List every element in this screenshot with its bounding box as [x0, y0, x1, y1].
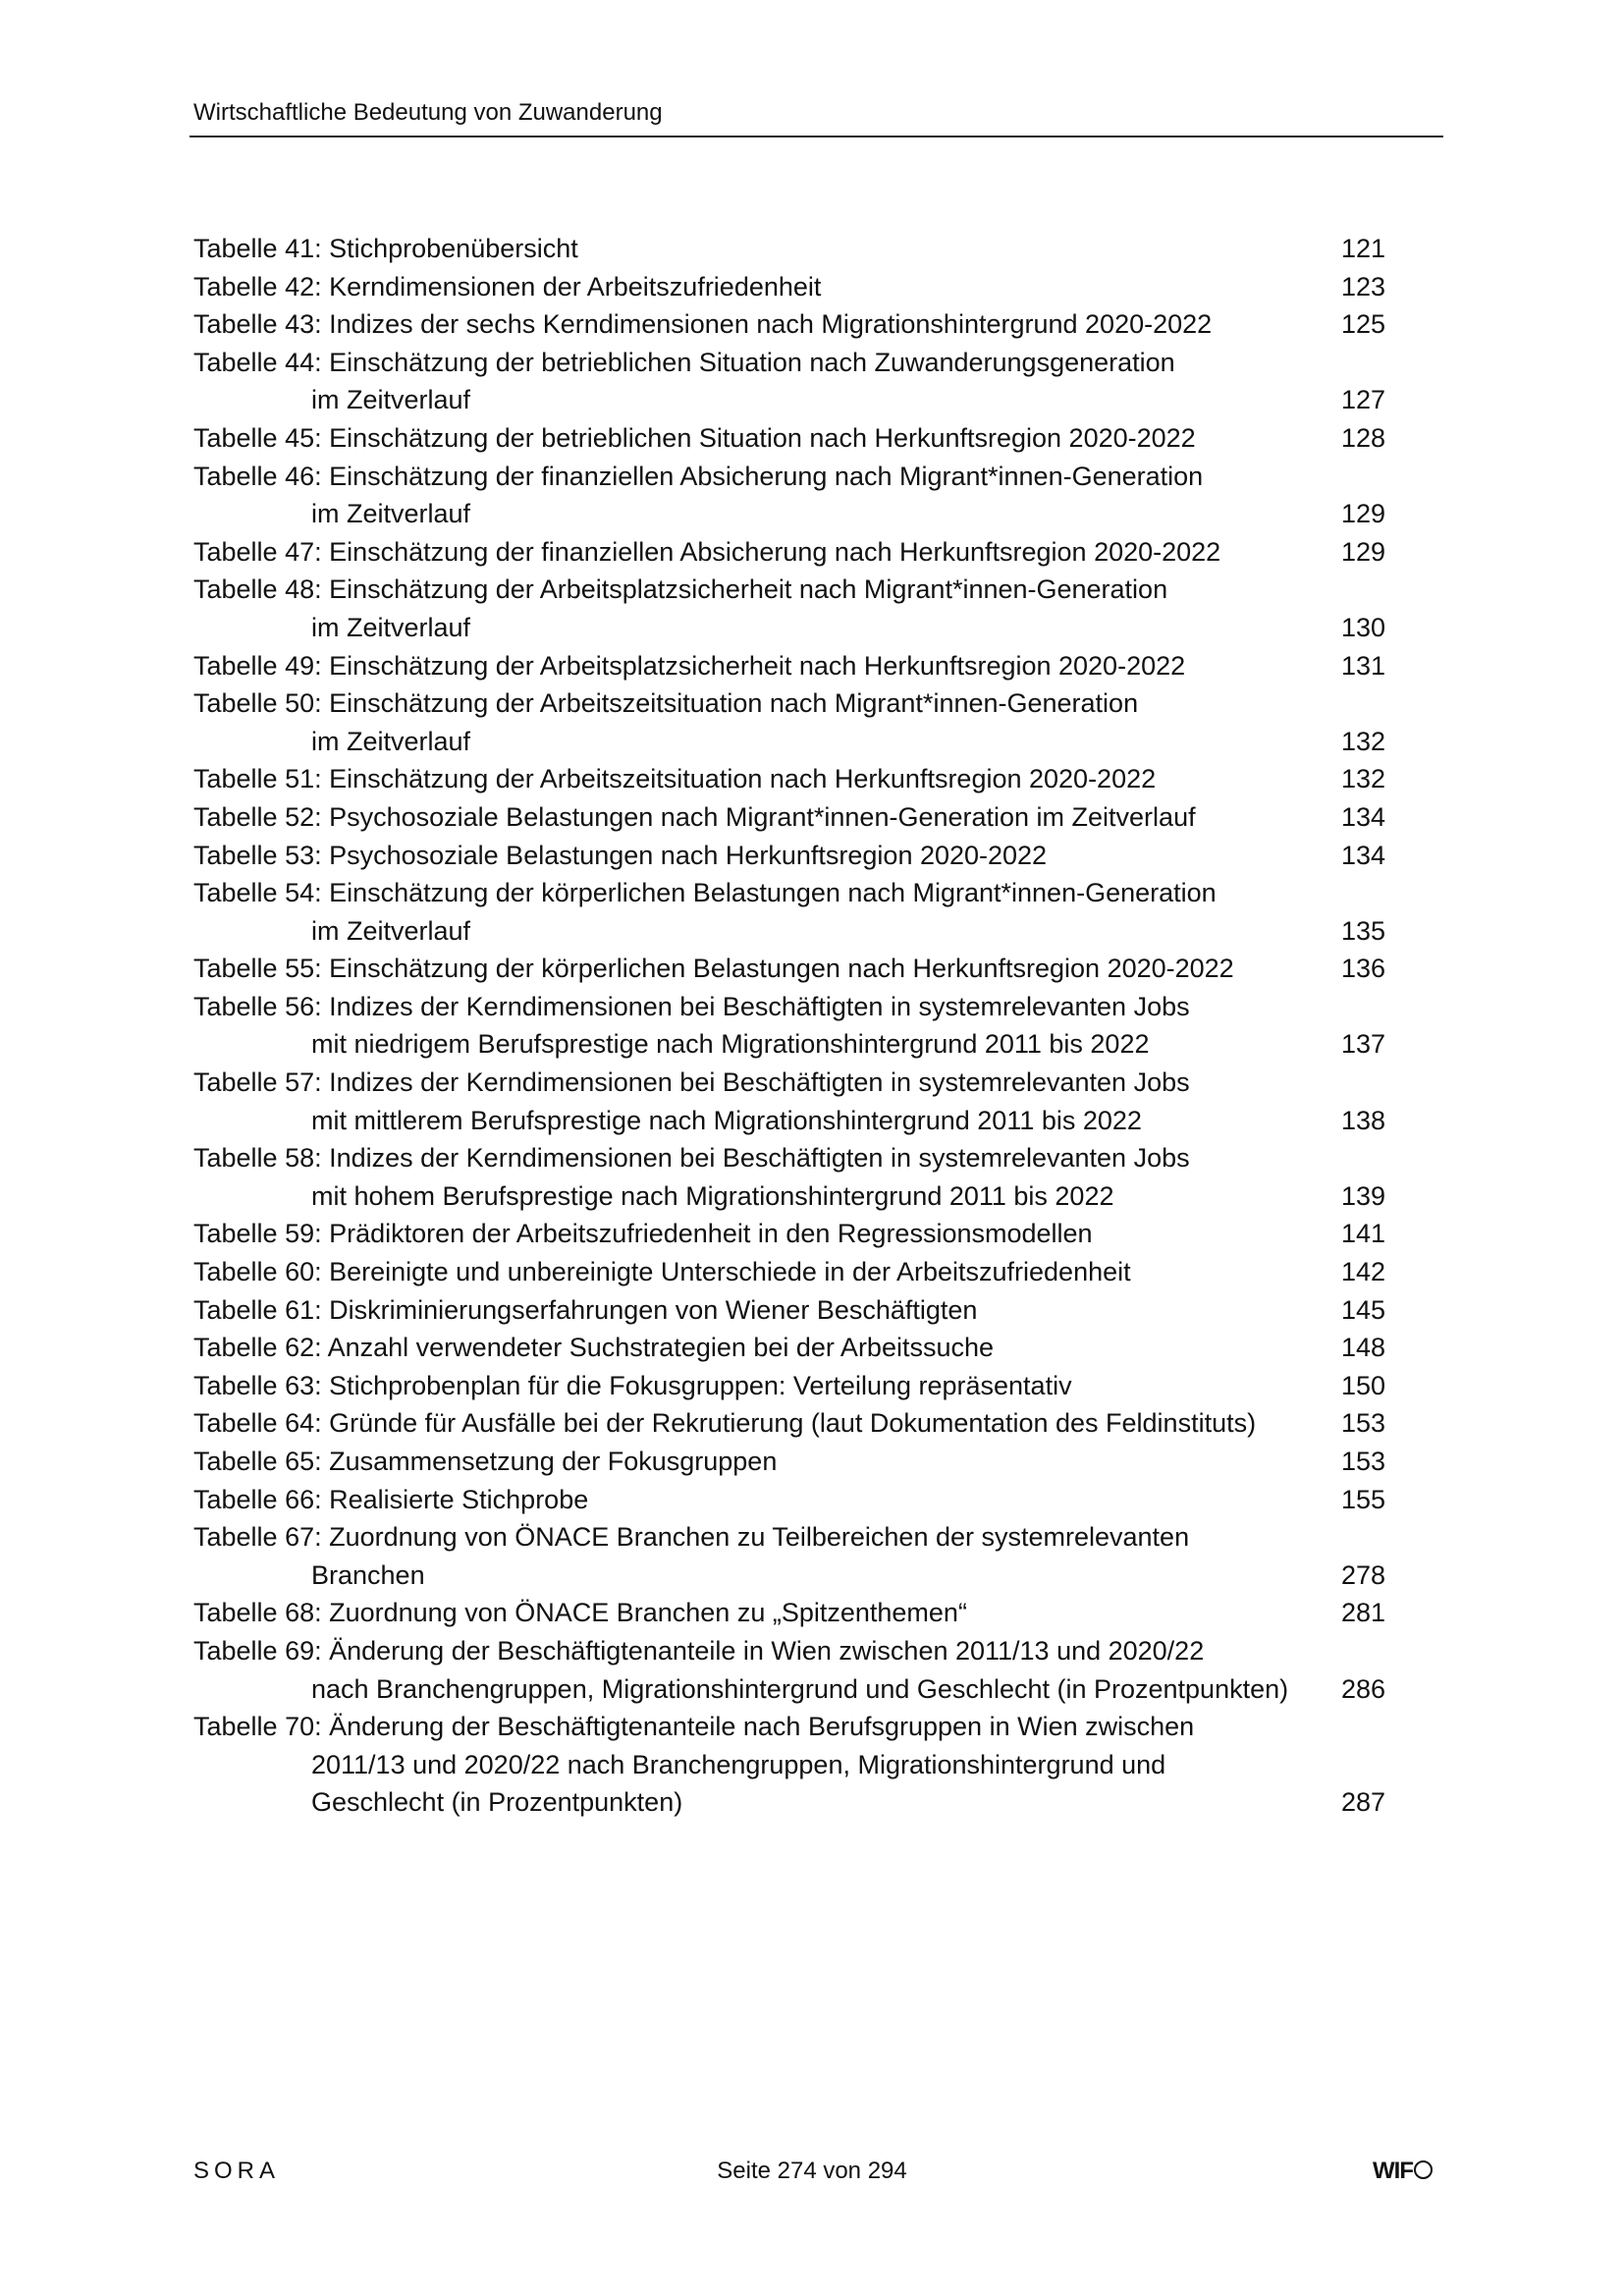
toc-entry-continuation — [193, 1783, 1385, 1822]
toc-entry-page: 287 — [1340, 1787, 1385, 1818]
toc-entry[interactable] — [193, 571, 1385, 646]
toc-entry-title — [193, 1708, 1385, 1746]
toc-entry[interactable] — [193, 1329, 1385, 1367]
toc-entry-text: Tabelle 66: Realisierte Stichprobe — [193, 1484, 589, 1514]
header-rule — [189, 136, 1443, 137]
toc-entry-page: 132 — [1340, 726, 1385, 756]
toc-entry[interactable] — [193, 419, 1385, 458]
toc-entry-continuation — [193, 1746, 1385, 1784]
toc-entry-page: 286 — [1340, 1673, 1385, 1704]
toc-entry-text: Tabelle 59: Prädiktoren der Arbeitszufriedenheit in den Regressionsmodellen — [193, 1219, 1093, 1249]
toc-entry-continuation — [193, 1557, 1385, 1595]
toc-entry[interactable] — [193, 533, 1385, 572]
toc-entry-text: Tabelle 43: Indizes der sechs Kerndimensionen nach Migrationshintergrund 2020-2022 — [193, 309, 1213, 340]
toc-entry-text: Tabelle 53: Psychosoziale Belastungen nach Herkunftsregion 2020-2022 — [193, 840, 1048, 870]
toc-entry-page: 137 — [1340, 1029, 1385, 1060]
toc-entry[interactable] — [193, 1064, 1385, 1139]
toc-entry-page: 132 — [1340, 764, 1385, 794]
toc-entry-title — [193, 1367, 1385, 1405]
toc-entry-text: im Zeitverlauf — [311, 499, 471, 529]
toc-entry-continuation — [193, 495, 1385, 533]
toc-entry-text: Tabelle 65: Zusammensetzung der Fokusgruppen — [193, 1447, 778, 1476]
toc-entry[interactable] — [193, 647, 1385, 685]
toc-entry-text: Tabelle 61: Diskriminierungserfahrungen von Wiener Beschäftigten — [193, 1294, 978, 1325]
toc-entry[interactable] — [193, 1367, 1385, 1405]
toc-entry-text: Tabelle 48: Einschätzung der Arbeitsplatzsicherheit nach Migrant*innen-Generation — [193, 574, 1168, 605]
toc-entry[interactable] — [193, 837, 1385, 875]
toc-entry-page: 141 — [1340, 1219, 1385, 1249]
toc-entry-title — [193, 1215, 1385, 1253]
toc-entry-text: Tabelle 41: Stichprobenübersicht — [193, 234, 578, 263]
toc-entry-text: nach Branchengruppen, Migrationshintergrund und Geschlecht (in Prozentpunkten) — [311, 1673, 1289, 1704]
toc-entry-page: 155 — [1340, 1484, 1385, 1514]
toc-entry[interactable] — [193, 1708, 1385, 1822]
toc-entry-text: Tabelle 68: Zuordnung von ÖNACE Branchen zu „Spitzenthemen“ — [193, 1598, 967, 1628]
toc-entry[interactable] — [193, 798, 1385, 837]
toc-entry[interactable] — [193, 1518, 1385, 1594]
toc-entry-page: 148 — [1340, 1333, 1385, 1363]
toc-entry-page: 150 — [1340, 1370, 1385, 1400]
toc-entry-text: Tabelle 57: Indizes der Kerndimensionen bei Beschäftigten in systemrelevanten Jobs — [193, 1067, 1190, 1098]
wifo-logo-text: WIF — [1373, 2158, 1413, 2184]
toc-entry-continuation — [193, 1177, 1385, 1216]
toc-entry-continuation — [193, 1670, 1385, 1709]
toc-entry-title — [193, 458, 1385, 496]
toc-entry-title — [193, 837, 1385, 875]
toc-entry-text: Tabelle 42: Kerndimensionen der Arbeitszufriedenheit — [193, 271, 822, 301]
running-header-title: Wirtschaftliche Bedeutung von Zuwanderung — [193, 99, 663, 126]
toc-entry-page: 153 — [1340, 1447, 1385, 1476]
toc-entry-text: Tabelle 55: Einschätzung der körperlichen Belastungen nach Herkunftsregion 2020-2022 — [193, 954, 1234, 984]
toc-entry-text: Tabelle 70: Änderung der Beschäftigtenanteile nach Berufsgruppen in Wien zwischen — [193, 1712, 1195, 1742]
toc-entry-page: 135 — [1340, 915, 1385, 946]
toc-entry-continuation — [193, 609, 1385, 647]
toc-entry-title — [193, 1481, 1385, 1519]
toc-entry-title — [193, 684, 1385, 723]
toc-entry-page: 153 — [1340, 1408, 1385, 1439]
toc-entry-title — [193, 1064, 1385, 1102]
toc-entry-title — [193, 1329, 1385, 1367]
toc-entry[interactable] — [193, 1594, 1385, 1632]
toc-entry-title — [193, 1253, 1385, 1291]
toc-entry-continuation — [193, 912, 1385, 951]
toc-entry-page: 123 — [1340, 271, 1385, 301]
toc-entry-page: 134 — [1340, 801, 1385, 832]
toc-entry-text: Tabelle 54: Einschätzung der körperlichen Belastungen nach Migrant*innen-Generation — [193, 878, 1217, 908]
toc-entry-title — [193, 798, 1385, 837]
toc-entry-text: Tabelle 60: Bereinigte und unbereinigte Unterschiede in der Arbeitszufriedenheit — [193, 1257, 1131, 1287]
toc-entry[interactable] — [193, 684, 1385, 760]
toc-entry-title — [193, 988, 1385, 1026]
toc-entry[interactable] — [193, 268, 1385, 306]
toc-entry-title — [193, 533, 1385, 572]
toc-entry-text: im Zeitverlauf — [311, 612, 471, 642]
toc-entry[interactable] — [193, 950, 1385, 988]
toc-entry-continuation — [193, 723, 1385, 761]
table-of-tables — [193, 230, 1385, 1822]
toc-entry[interactable] — [193, 1291, 1385, 1330]
toc-entry-title — [193, 571, 1385, 609]
toc-entry-page: 131 — [1340, 650, 1385, 681]
toc-entry-text: mit hohem Berufsprestige nach Migrationshintergrund 2011 bis 2022 — [311, 1180, 1114, 1211]
toc-entry-page: 281 — [1340, 1598, 1385, 1628]
footer-publisher: SORA — [193, 2158, 281, 2184]
toc-entry-text: mit niedrigem Berufsprestige nach Migrationshintergrund 2011 bis 2022 — [311, 1029, 1150, 1060]
toc-entry[interactable] — [193, 874, 1385, 950]
toc-entry-text: Tabelle 67: Zuordnung von ÖNACE Branchen zu Teilbereichen der systemrelevanten — [193, 1522, 1190, 1553]
toc-entry-title — [193, 1139, 1385, 1177]
toc-entry[interactable] — [193, 988, 1385, 1064]
toc-entry-title — [193, 230, 1385, 268]
toc-entry-text: Tabelle 45: Einschätzung der betrieblichen Situation nach Herkunftsregion 2020-2022 — [193, 422, 1196, 453]
toc-entry-text: Tabelle 56: Indizes der Kerndimensionen bei Beschäftigten in systemrelevanten Jobs — [193, 991, 1190, 1021]
toc-entry-title — [193, 268, 1385, 306]
toc-entry-text: 2011/13 und 2020/22 nach Branchengruppen, Migrationshintergrund und — [311, 1749, 1166, 1779]
toc-entry-text: Tabelle 49: Einschätzung der Arbeitsplatzsicherheit nach Herkunftsregion 2020-2022 — [193, 650, 1186, 681]
toc-entry[interactable] — [193, 1139, 1385, 1215]
toc-entry[interactable] — [193, 1404, 1385, 1443]
toc-entry[interactable] — [193, 344, 1385, 419]
toc-entry-title — [193, 647, 1385, 685]
page-number: Seite 274 von 294 — [717, 2158, 907, 2184]
toc-entry-page: 128 — [1340, 422, 1385, 453]
toc-entry-page: 139 — [1340, 1180, 1385, 1211]
toc-entry-page: 134 — [1340, 840, 1385, 870]
toc-entry-text: Tabelle 69: Änderung der Beschäftigtenanteile in Wien zwischen 2011/13 und 2020/22 — [193, 1635, 1205, 1666]
toc-entry-page: 130 — [1340, 612, 1385, 642]
toc-entry-page: 129 — [1340, 536, 1385, 567]
toc-entry-page: 145 — [1340, 1294, 1385, 1325]
toc-entry-text: Tabelle 58: Indizes der Kerndimensionen bei Beschäftigten in systemrelevanten Jobs — [193, 1143, 1190, 1174]
toc-entry-title — [193, 305, 1385, 344]
toc-entry-continuation — [193, 1102, 1385, 1140]
toc-entry-page: 125 — [1340, 309, 1385, 340]
toc-entry-page: 121 — [1340, 234, 1385, 263]
toc-entry[interactable] — [193, 1443, 1385, 1481]
toc-entry[interactable] — [193, 305, 1385, 344]
wifo-logo-circle — [1414, 2160, 1433, 2179]
toc-entry-text: Geschlecht (in Prozentpunkten) — [311, 1787, 683, 1818]
toc-entry-text: Tabelle 50: Einschätzung der Arbeitszeitsituation nach Migrant*innen-Generation — [193, 688, 1139, 719]
toc-entry-text: Tabelle 47: Einschätzung der finanziellen Absicherung nach Herkunftsregion 2020-2022 — [193, 536, 1221, 567]
toc-entry-text: mit mittlerem Berufsprestige nach Migrationshintergrund 2011 bis 2022 — [311, 1105, 1142, 1135]
toc-entry-continuation — [193, 1025, 1385, 1064]
toc-entry-continuation — [193, 381, 1385, 419]
toc-entry-title — [193, 1632, 1385, 1670]
toc-entry-text: Branchen — [311, 1559, 425, 1590]
toc-entry-title — [193, 344, 1385, 382]
toc-entry-text: Tabelle 46: Einschätzung der finanziellen Absicherung nach Migrant*innen-Generation — [193, 461, 1204, 491]
toc-entry-title — [193, 1443, 1385, 1481]
toc-entry-text: im Zeitverlauf — [311, 915, 471, 946]
toc-entry-page: 138 — [1340, 1105, 1385, 1135]
toc-entry-page: 142 — [1340, 1257, 1385, 1287]
toc-entry-title — [193, 874, 1385, 912]
toc-entry-text: Tabelle 63: Stichprobenplan für die Fokusgruppen: Verteilung repräsentativ — [193, 1370, 1072, 1400]
toc-entry[interactable] — [193, 230, 1385, 268]
toc-entry-title — [193, 1291, 1385, 1330]
toc-entry-page: 278 — [1340, 1559, 1385, 1590]
toc-entry-text: Tabelle 64: Gründe für Ausfälle bei der Rekrutierung (laut Dokumentation des Feldinstituts) — [193, 1408, 1257, 1439]
toc-entry-title — [193, 760, 1385, 798]
toc-entry-text: Tabelle 52: Psychosoziale Belastungen nach Migrant*innen-Generation im Zeitverlauf — [193, 801, 1196, 832]
toc-entry-page: 129 — [1340, 499, 1385, 529]
toc-entry-title — [193, 1404, 1385, 1443]
toc-entry-text: Tabelle 51: Einschätzung der Arbeitszeitsituation nach Herkunftsregion 2020-2022 — [193, 764, 1157, 794]
toc-entry[interactable] — [193, 1632, 1385, 1708]
toc-entry-page: 136 — [1340, 954, 1385, 984]
toc-entry-text: im Zeitverlauf — [311, 385, 471, 415]
toc-entry[interactable] — [193, 458, 1385, 533]
toc-entry-title — [193, 1518, 1385, 1557]
toc-entry-title — [193, 950, 1385, 988]
toc-entry[interactable] — [193, 760, 1385, 798]
toc-entry-title — [193, 419, 1385, 458]
toc-entry[interactable] — [193, 1481, 1385, 1519]
toc-entry-text: Tabelle 62: Anzahl verwendeter Suchstrategien bei der Arbeitssuche — [193, 1333, 995, 1363]
wifo-logo — [1373, 2157, 1433, 2186]
toc-entry-text: Tabelle 44: Einschätzung der betrieblichen Situation nach Zuwanderungsgeneration — [193, 347, 1175, 377]
toc-entry-title — [193, 1594, 1385, 1632]
toc-entry[interactable] — [193, 1215, 1385, 1253]
toc-entry-page: 127 — [1340, 385, 1385, 415]
toc-entry[interactable] — [193, 1253, 1385, 1291]
toc-entry-text: im Zeitverlauf — [311, 726, 471, 756]
